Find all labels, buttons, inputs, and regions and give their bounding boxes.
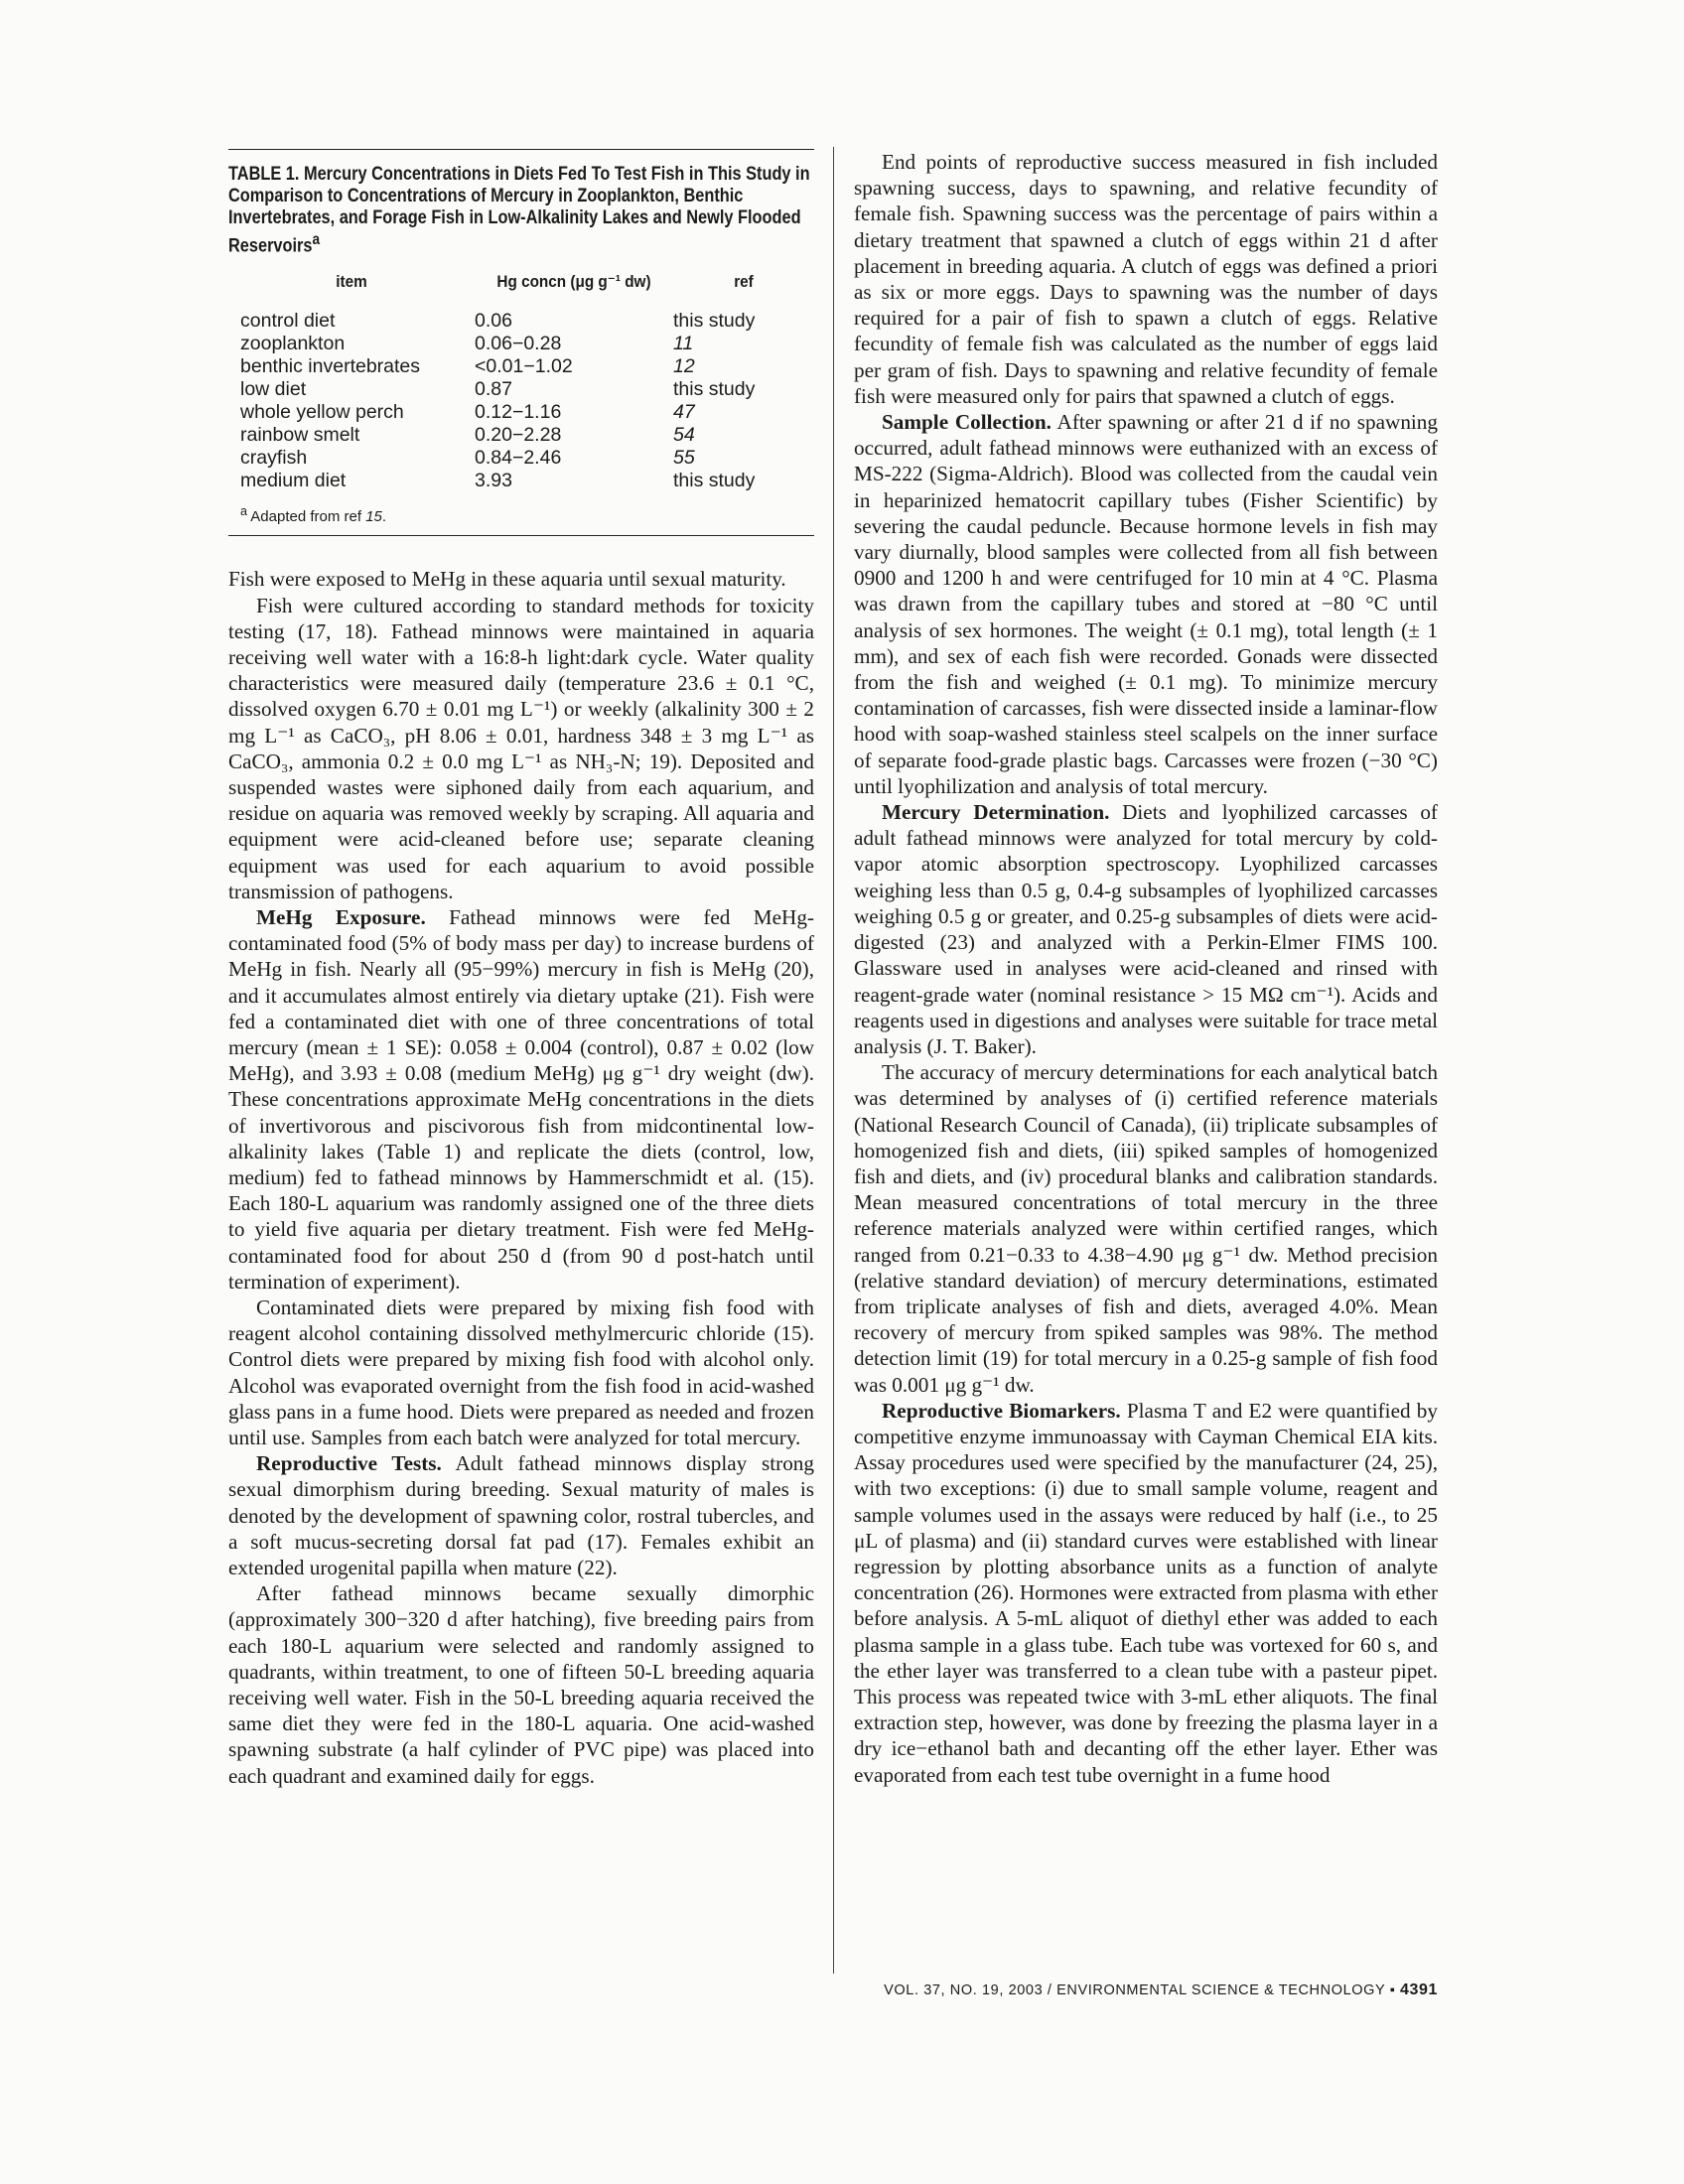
paragraph: Fish were exposed to MeHg in these aquaria until sexual maturity. (228, 567, 786, 592)
table-row (228, 401, 814, 424)
row-hg-concn: 3.93 (475, 470, 512, 492)
table-title-footnote-mark: a (312, 231, 321, 248)
paragraph: Reproductive Tests. Adult fathead minnows display strong sexual dimorphism during breeding. Sexual maturity of males is denoted by the development of spawning color, rostral tubercles, and a soft mucus-secreting dorsal fat pad (17). Females exhibit an extended urogenital papilla when mature (22). (228, 1451, 814, 1580)
row-hg-concn: 0.84−2.46 (475, 447, 562, 470)
row-ref: 47 (673, 401, 695, 424)
table-title (228, 164, 817, 257)
row-hg-concn: 0.06 (475, 310, 512, 333)
row-hg-concn: 0.87 (475, 378, 512, 401)
row-ref: 12 (673, 355, 695, 378)
paragraph: The accuracy of mercury determinations for each analytical batch was determined by analyses of (i) certified reference materials (National Research Council of Canada), (ii) triplicate subsamples of homogenized fish and diets, (iii) spiked samples of homogenized fish and diets, and (iv) procedural blanks and calibration standards. Mean measured concentrations of total mercury in the three reference materials analyzed were within certified ranges, which ranged from 0.21−0.33 to 4.38−4.90 μg g⁻¹ dw. Method precision (relative standard deviation) of mercury determinations, estimated from triplicate analyses of fish and diets, averaged 4.0%. Mean recovery of mercury from spiked samples was 98%. The method detection limit (19) for total mercury in a 0.25-g sample of fish food was 0.001 μg g⁻¹ dw. (854, 1060, 1438, 1397)
page-number: 4391 (1400, 1981, 1438, 1998)
table-title-text: TABLE 1. Mercury Concentrations in Diets Fed To Test Fish in This Study in Comparison to Concentrations of Mercury in Zooplankton, Benthic Invertebrates, and Forage Fish in Low-Alkalinity Lakes and Newly Flooded Reservoirs (228, 164, 810, 257)
footnote-ref: 15 (365, 508, 382, 526)
table-footnote (228, 504, 814, 525)
table-1 (228, 149, 814, 536)
row-hg-concn: 0.20−2.28 (475, 424, 562, 447)
mercury-table (228, 271, 814, 492)
row-ref: this study (673, 378, 756, 401)
table-row (228, 378, 814, 401)
row-item: zooplankton (240, 333, 346, 355)
journal-citation: VOL. 37, NO. 19, 2003 / ENVIRONMENTAL SCIENCE & TECHNOLOGY ▪ (884, 1982, 1400, 1998)
table-row (228, 447, 814, 470)
right-column (854, 149, 1438, 1788)
page-footer (856, 1981, 1438, 1999)
row-ref: 55 (673, 447, 695, 470)
section-heading: Mercury Determination. (882, 800, 1110, 825)
row-ref: this study (673, 310, 756, 333)
column-divider (833, 147, 834, 1974)
section-heading: Reproductive Tests. (256, 1451, 442, 1476)
row-ref: this study (673, 470, 756, 492)
paragraph: Fish were cultured according to standard methods for toxicity testing (17, 18). Fathead minnows were maintained in aquaria receiving well water with a 16:8-h light:dark cycle. Water quality characteristics were measured daily (temperature 23.6 ± 0.1 °C, dissolved oxygen 6.70 ± 0.01 mg L⁻¹) or weekly (alkalinity 300 ± 2 mg L⁻¹ as CaCO₃, pH 8.06 ± 0.01, hardness 348 ± 3 mg L⁻¹ as CaCO₃, ammonia 0.2 ± 0.0 mg L⁻¹ as NH₃-N; 19). Deposited and suspended wastes were siphoned daily from each aquarium, and residue on aquaria was removed weekly by scraping. All aquaria and equipment were acid-cleaned before use; separate cleaning equipment was used for each aquarium to avoid possible transmission of pathogens. (228, 593, 814, 903)
row-item: whole yellow perch (240, 401, 404, 424)
section-heading: MeHg Exposure. (256, 904, 426, 929)
row-item: rainbow smelt (240, 424, 360, 447)
table-row (228, 310, 814, 333)
paragraph: End points of reproductive success measured in fish included spawning success, days to spawning, and relative fecundity of female fish. Spawning success was the percentage of pairs within a dietary treatment that spawned a clutch of eggs within 21 d after placement in breeding aquaria. A clutch of eggs was defined a priori as six or more eggs. Days to spawning was the number of days required for a pair of fish to spawn a clutch of eggs. Relative fecundity of female fish was calculated as the number of eggs laid per gram of fish. Days to spawning and relative fecundity of female fish were measured only for pairs that spawned a clutch of eggs. (854, 150, 1438, 408)
row-item: low diet (240, 378, 307, 401)
row-item: control diet (240, 310, 336, 333)
row-hg-concn: 0.06−0.28 (475, 333, 562, 355)
paragraph: Mercury Determination. Diets and lyophilized carcasses of adult fathead minnows were analyzed for total mercury by cold-vapor atomic absorption spectroscopy. Lyophilized carcasses weighing less than 0.5 g, 0.4-g subsamples of lyophilized carcasses weighing 0.5 g or greater, and 0.25-g subsamples of diets were acid-digested (23) and analyzed with a Perkin-Elmer FIMS 100. Glassware used in analyses were acid-cleaned and rinsed with reagent-grade water (nominal resistance > 15 MΩ cm⁻¹). Acids and reagents used in digestions and analyses were suitable for trace metal analysis (J. T. Baker). (854, 800, 1438, 1058)
row-item: benthic invertebrates (240, 355, 421, 378)
footnote-end: . (381, 508, 387, 526)
right-body-text (854, 149, 1438, 1788)
row-ref: 54 (673, 424, 695, 447)
footnote-text: Adapted from ref (246, 508, 366, 526)
header-hg-concn: Hg concn (μg g⁻¹ dw) (496, 272, 651, 292)
section-heading: Reproductive Biomarkers. (882, 1398, 1121, 1423)
table-row (228, 424, 814, 447)
table-row (228, 470, 814, 492)
left-body-text (228, 566, 814, 1789)
row-hg-concn: 0.12−1.16 (475, 401, 562, 424)
footnote-mark: a (240, 504, 247, 519)
section-heading: Sample Collection. (882, 410, 1052, 435)
header-item: item (336, 272, 367, 292)
table-row (228, 333, 814, 355)
table-header-row (228, 271, 814, 310)
paragraph: After fathead minnows became sexually dimorphic (approximately 300−320 d after hatching), five breeding pairs from each 180-L aquarium were selected and randomly assigned to quadrants, within treatment, to one of fifteen 50-L breeding aquaria receiving well water. Fish in the 50-L breeding aquaria received the same diet they were fed in the 180-L aquaria. One acid-washed spawning substrate (a half cylinder of PVC pipe) was placed into each quadrant and examined daily for eggs. (228, 1581, 814, 1788)
row-item: medium diet (240, 470, 347, 492)
table-body (228, 310, 814, 492)
paragraph: Contaminated diets were prepared by mixing fish food with reagent alcohol containing dissolved methylmercuric chloride (15). Control diets were prepared by mixing fish food with alcohol only. Alcohol was evaporated overnight from the fish food in acid-washed glass pans in a fume hood. Diets were prepared as needed and frozen until use. Samples from each batch were analyzed for total mercury. (228, 1296, 814, 1450)
table-row (228, 355, 814, 378)
row-hg-concn: <0.01−1.02 (475, 355, 573, 378)
row-ref: 11 (673, 333, 694, 355)
paragraph: Sample Collection. After spawning or after 21 d if no spawning occurred, adult fathead minnows were euthanized with an excess of MS-222 (Sigma-Aldrich). Blood was collected from the caudal vein in heparinized hematocrit capillary tubes (Fisher Scientific) by severing the caudal peduncle. Because hormone levels in fish may vary diurnally, blood samples were collected from all fish between 0900 and 1200 h and were centrifuged for 10 min at 4 °C. Plasma was drawn from the capillary tubes and stored at −80 °C until analysis of sex hormones. The weight (± 0.1 mg), total length (± 1 mm), and sex of each fish were recorded. Gonads were dissected from the fish and weighed (± 0.1 mg). To minimize mercury contamination of carcasses, fish were dissected inside a laminar-flow hood with soap-washed stainless steel scalpels on the inner surface of separate food-grade plastic bags. Carcasses were frozen (−30 °C) until lyophilization and analysis of total mercury. (854, 410, 1438, 798)
row-item: crayfish (240, 447, 308, 470)
left-column (228, 149, 814, 1789)
paragraph: Reproductive Biomarkers. Plasma T and E2 were quantified by competitive enzyme immunoassay with Cayman Chemical EIA kits. Assay procedures used were specified by the manufacturer (24, 25), with two exceptions: (i) due to small sample volume, reagent and sample volumes used in the assays were reduced by half (i.e., to 25 μL of plasma) and (ii) standard curves were established with linear regression by plotting absorbance units as a function of analyte concentration (26). Hormones were extracted from plasma with ether before analysis. A 5-mL aliquot of diethyl ether was added to each plasma sample in a glass tube. Each tube was vortexed for 60 s, and the ether layer was transferred to a clean tube with a pasteur pipet. This process was repeated twice with 3-mL ether aliquots. The final extraction step, however, was done by freezing the plasma layer in a dry ice−ethanol bath and decanting off the ether layer. Ether was evaporated from each test tube overnight in a fume hood (854, 1398, 1438, 1787)
header-ref: ref (734, 272, 754, 292)
paragraph: MeHg Exposure. Fathead minnows were fed MeHg-contaminated food (5% of body mass per day) to increase burdens of MeHg in fish. Nearly all (95−99%) mercury in fish is MeHg (20), and it accumulates almost entirely via dietary uptake (21). Fish were fed a contaminated diet with one of three concentrations of total mercury (mean ± 1 SE): 0.058 ± 0.004 (control), 0.87 ± 0.02 (low MeHg), and 3.93 ± 0.08 (medium MeHg) μg g⁻¹ dry weight (dw). These concentrations approximate MeHg concentrations in the diets of invertivorous and piscivorous fish from midcontinental low-alkalinity lakes (Table 1) and replicate the diets (control, low, medium) fed to fathead minnows by Hammerschmidt et al. (15). Each 180-L aquarium was randomly assigned one of the three diets to yield five aquaria per dietary treatment. Fish were fed MeHg-contaminated food for about 250 d (from 90 d post-hatch until termination of experiment). (228, 904, 814, 1294)
